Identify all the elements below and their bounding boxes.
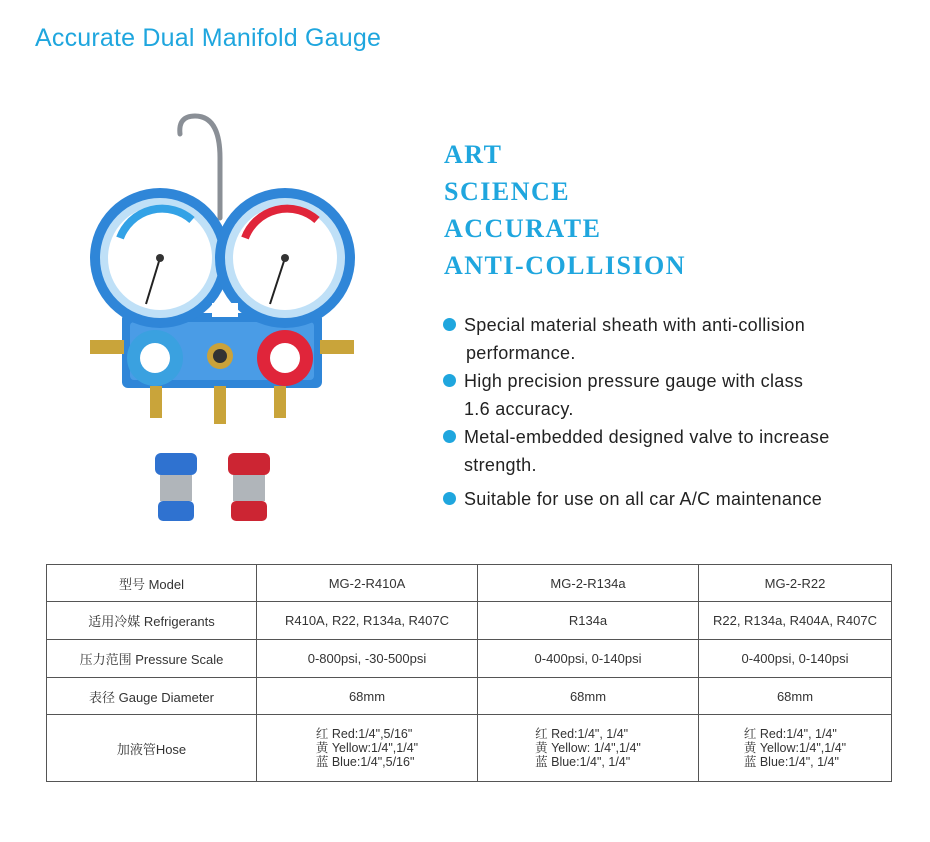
manifold-gauge-image — [80, 108, 380, 528]
table-cell: R22, R134a, R404A, R407C — [699, 602, 892, 640]
headline-art: ART — [444, 140, 503, 169]
table-cell: 68mm — [699, 678, 892, 715]
red-coupler — [228, 453, 270, 521]
table-cell: 红 Red:1/4",5/16" 黄 Yellow:1/4",1/4" 蓝 Blue:1/4",5/16" — [257, 715, 478, 782]
bullet-icon — [443, 318, 456, 331]
table-cell: MG-2-R410A — [257, 565, 478, 602]
headline-accurate: ACCURATE — [444, 214, 602, 243]
feature-item: Suitable for use on all car A/C maintenance — [440, 485, 890, 513]
bullet-icon — [443, 430, 456, 443]
table-cell: 红 Red:1/4", 1/4" 黄 Yellow: 1/4",1/4" 蓝 Blue:1/4", 1/4" — [478, 715, 699, 782]
blue-coupler — [155, 453, 197, 521]
feature-item: Special material sheath with anti-collision performance. — [440, 311, 890, 367]
low-pressure-gauge — [90, 188, 230, 328]
left-fitting — [90, 340, 124, 354]
table-row — [47, 678, 892, 715]
headline-list — [444, 140, 686, 288]
table-row — [47, 640, 892, 678]
table-cell: 0-400psi, 0-140psi — [699, 640, 892, 678]
row-label: 压力范围 Pressure Scale — [47, 640, 257, 678]
table-cell: MG-2-R22 — [699, 565, 892, 602]
table-cell: 68mm — [257, 678, 478, 715]
headline-science: SCIENCE — [444, 177, 571, 206]
right-fitting — [320, 340, 354, 354]
table-cell: R410A, R22, R134a, R407C — [257, 602, 478, 640]
table-cell: R134a — [478, 602, 699, 640]
row-label: 加液管Hose — [47, 715, 257, 782]
headline-anti-collision: ANTI-COLLISION — [444, 251, 687, 280]
feature-item: Metal-embedded designed valve to increase strength. — [440, 423, 890, 479]
table-cell: 0-400psi, 0-140psi — [478, 640, 699, 678]
page-title: Accurate Dual Manifold Gauge — [35, 24, 382, 52]
spec-table — [46, 564, 892, 782]
table-cell: 红 Red:1/4", 1/4" 黄 Yellow:1/4",1/4" 蓝 Blue:1/4", 1/4" — [699, 715, 892, 782]
table-row — [47, 715, 892, 782]
bullet-icon — [443, 492, 456, 505]
table-row — [47, 565, 892, 602]
row-label: 型号 Model — [47, 565, 257, 602]
feature-list — [440, 311, 890, 513]
row-label: 表径 Gauge Diameter — [47, 678, 257, 715]
feature-item: High precision pressure gauge with class 1.6 accuracy. — [440, 367, 890, 423]
row-label: 适用冷媒 Refrigerants — [47, 602, 257, 640]
table-cell: 68mm — [478, 678, 699, 715]
table-cell: MG-2-R134a — [478, 565, 699, 602]
bullet-icon — [443, 374, 456, 387]
table-cell: 0-800psi, -30-500psi — [257, 640, 478, 678]
table-row — [47, 602, 892, 640]
